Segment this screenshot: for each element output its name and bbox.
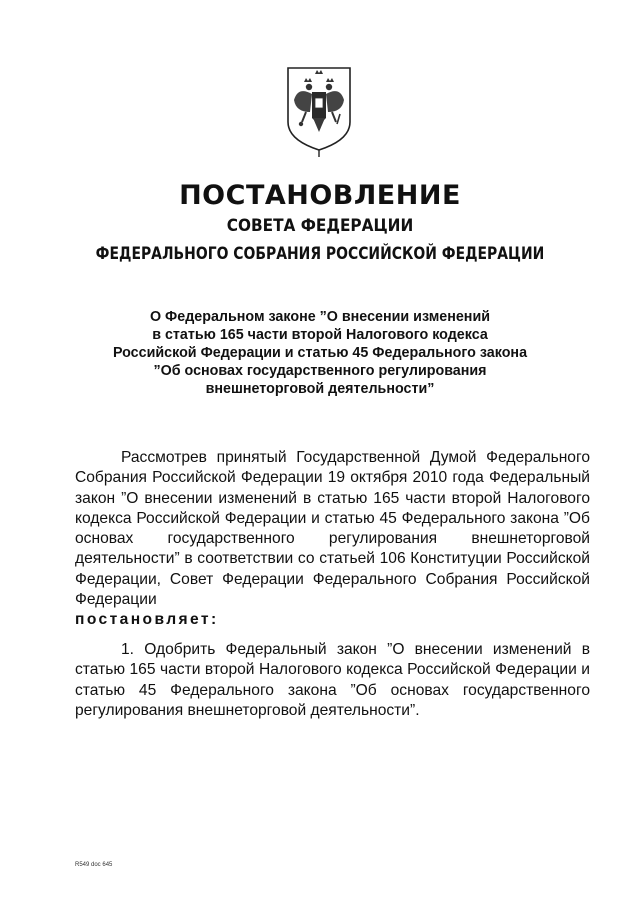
document-title: ПОСТАНОВЛЕНИЕ xyxy=(179,180,461,211)
subject-line: в статью 165 части второй Налогового кодекса xyxy=(152,327,488,343)
preamble-paragraph xyxy=(75,448,590,631)
document-code: R549 doc 645 xyxy=(75,862,113,868)
decree-word: постановляет: xyxy=(75,611,219,629)
decision-text: 1. Одобрить Федеральный закон ”О внесении изменений в статью 165 части второй Налогового кодекса Российской Федерации и статью 45 Федерального закона ”Об основах государственного регулирования внешнеторговой деятельности”. xyxy=(75,641,590,719)
subject-line: внешнеторговой деятельности” xyxy=(205,381,435,397)
decision-paragraph xyxy=(75,640,590,721)
document-subject xyxy=(60,308,580,398)
issuer-line-1: СОВЕТА ФЕДЕРАЦИИ xyxy=(226,216,414,236)
issuer-line-2: ФЕДЕРАЛЬНОГО СОБРАНИЯ РОССИЙСКОЙ ФЕДЕРАЦИИ xyxy=(95,244,545,264)
subject-line: ”Об основах государственного регулирования xyxy=(153,363,487,379)
coat-of-arms-icon xyxy=(282,60,356,158)
subject-line: О Федеральном законе ”О внесении изменений xyxy=(149,309,491,325)
preamble-text: Рассмотрев принятый Государственной Думой Федерального Собрания Российской Федерации 19 октября 2010 года Федеральный закон ”О внесении изменений в статью 165 части второй Налогового кодекса Российской Федерации и статью 45 Федерального закона ”Об основах государственного регулирования внешнеторговой деятельности” в соответствии со статьей 106 Конституции Российской Федерации, Совет Федерации Федерального Собрания Российской Федерации xyxy=(75,449,590,609)
subject-line: Российской Федерации и статью 45 Федерального закона xyxy=(112,345,528,361)
